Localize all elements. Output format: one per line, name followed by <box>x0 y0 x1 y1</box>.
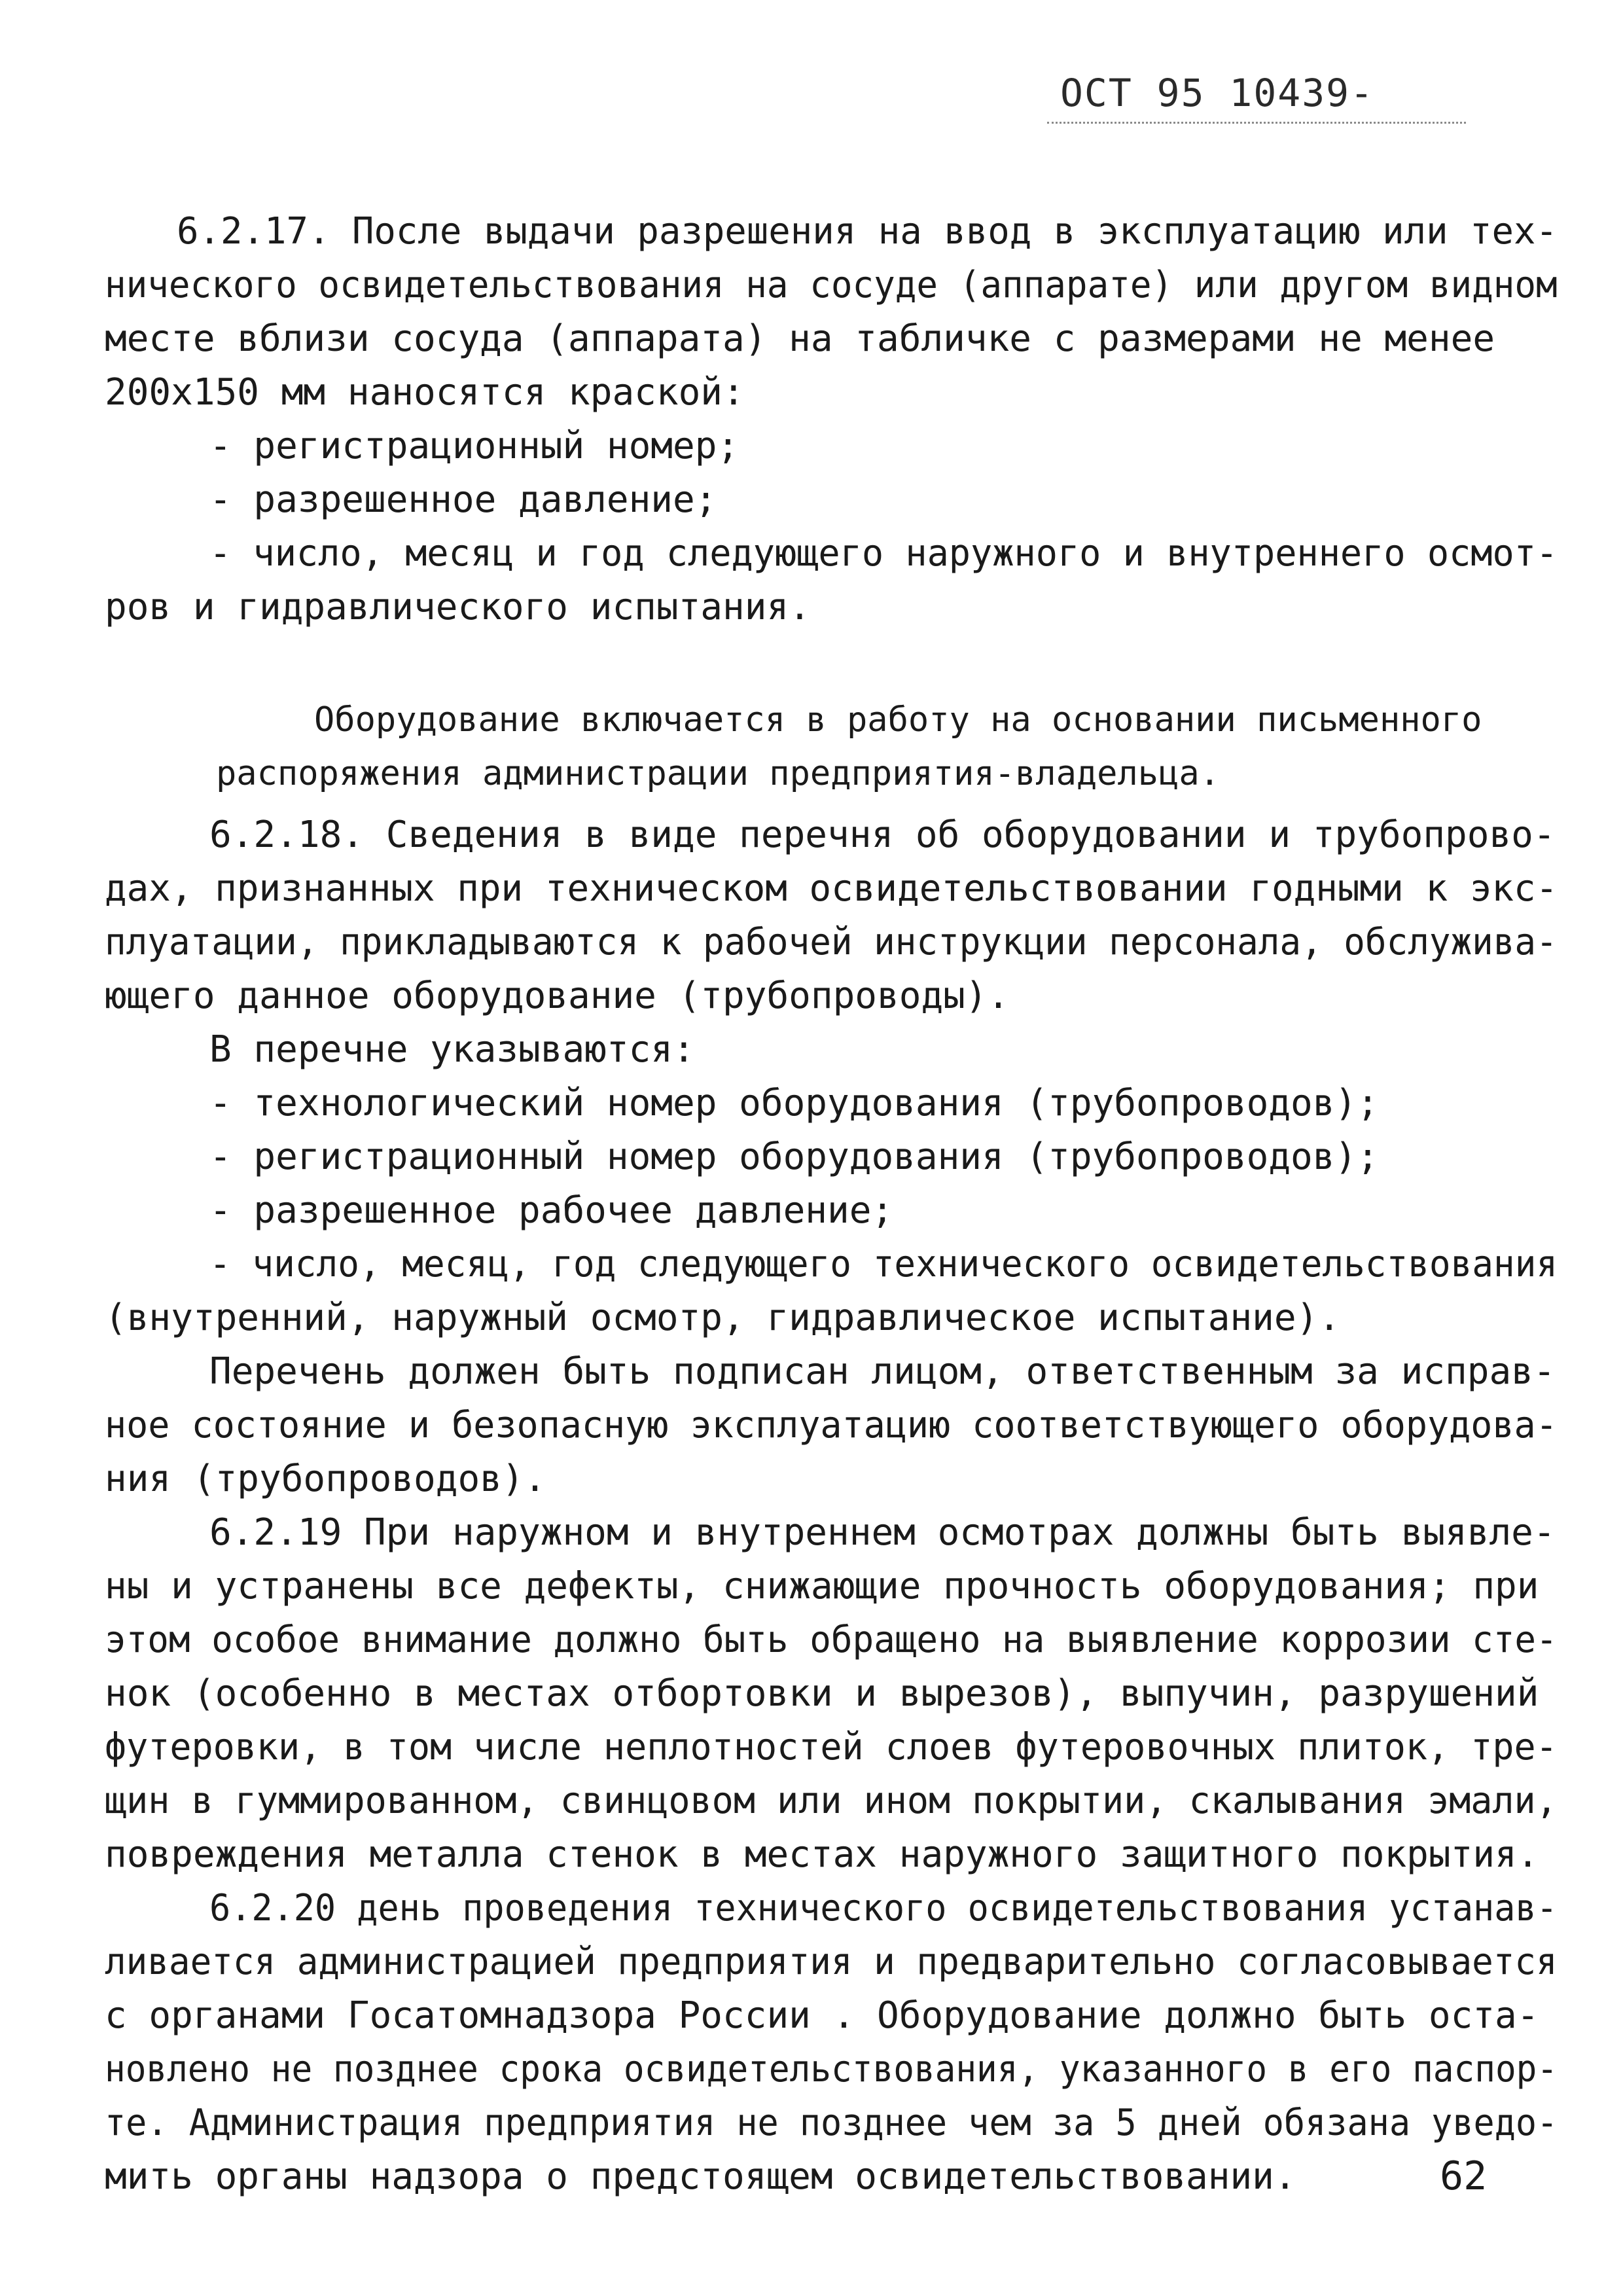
text-line: Перечень должен быть подписан лицом, ответственным за исправ- <box>209 1350 1556 1393</box>
text-line: с органами Госатомнадзора России . Оборудование должно быть оста- <box>105 1994 1539 2037</box>
text-line: плуатации, прикладываются к рабочей инструкции персонала, обслужива- <box>105 921 1558 963</box>
text-line: повреждения металла стенок в местах наружного защитного покрытия. <box>105 1833 1539 1876</box>
text-line: ния (трубопроводов). <box>105 1458 546 1500</box>
text-line: нического освидетельствования на сосуде (аппарате) или другом видном <box>105 264 1558 306</box>
text-line: щин в гуммированном, свинцовом или ином покрытии, скалывания эмали, <box>105 1780 1558 1822</box>
list-item: - технологический номер оборудования (трубопроводов); <box>209 1082 1379 1124</box>
list-item: - число, месяц, год следующего технического освидетельствования <box>209 1243 1558 1285</box>
list-item: - регистрационный номер; <box>209 425 740 467</box>
text-line: те. Администрация предприятия не позднее чем за 5 дней обязана уведо- <box>105 2102 1558 2144</box>
list-item: - число, месяц и год следующего наружного и внутреннего осмот- <box>209 532 1558 575</box>
text-line: месте вблизи сосуда (аппарата) на табличке с размерами не менее <box>105 317 1495 360</box>
inserted-text-line: распоряжения администрации предприятия-владельца. <box>216 754 1221 793</box>
text-line: (внутренний, наружный осмотр, гидравлическое испытание). <box>105 1297 1341 1339</box>
text-line: 6.2.20 день проведения технического освидетельствования устанав- <box>209 1887 1558 1929</box>
inserted-text-line: Оборудование включается в работу на основании письменного <box>314 700 1482 740</box>
text-line: нок (особенно в местах отбортовки и вырезов), выпучин, разрушений <box>105 1672 1539 1715</box>
text-line: ров и гидравлического испытания. <box>105 586 811 628</box>
list-item: - регистрационный номер оборудования (трубопроводов); <box>209 1136 1379 1178</box>
text-line: ное состояние и безопасную эксплуатацию соответствующего оборудова- <box>105 1404 1558 1446</box>
text-line: 6.2.19 При наружном и внутреннем осмотрах должны быть выявле- <box>209 1511 1556 1554</box>
page-number: 62 <box>1440 2153 1488 2199</box>
text-line: 6.2.17. После выдачи разрешения на ввод в эксплуатацию или тех- <box>177 210 1558 253</box>
list-item: - разрешенное давление; <box>209 478 717 521</box>
header-rule <box>1047 122 1466 124</box>
text-line: ны и устранены все дефекты, снижающие прочность оборудования; при <box>105 1565 1539 1607</box>
text-line: этом особое внимание должно быть обращено на выявление коррозии сте- <box>105 1619 1558 1661</box>
text-line: 6.2.18. Сведения в виде перечня об оборудовании и трубопрово- <box>209 814 1556 856</box>
text-line: мить органы надзора о предстоящем освидетельствовании. <box>105 2155 1296 2198</box>
text-line: футеровки, в том числе неплотностей слоев футеровочных плиток, тре- <box>105 1726 1558 1768</box>
document-code: ОСТ 95 10439- <box>1060 71 1374 115</box>
text-line: ливается администрацией предприятия и предварительно согласовывается <box>105 1941 1558 1983</box>
text-line: 200х150 мм наносятся краской: <box>105 371 745 414</box>
text-line: ющего данное оборудование (трубопроводы). <box>105 975 1010 1017</box>
text-line: В перечне указываются: <box>209 1028 695 1071</box>
list-item: - разрешенное рабочее давление; <box>209 1189 894 1232</box>
text-line: дах, признанных при техническом освидетельствовании годными к экс- <box>105 867 1558 910</box>
text-line: новлено не позднее срока освидетельствования, указанного в его паспор- <box>105 2048 1558 2090</box>
